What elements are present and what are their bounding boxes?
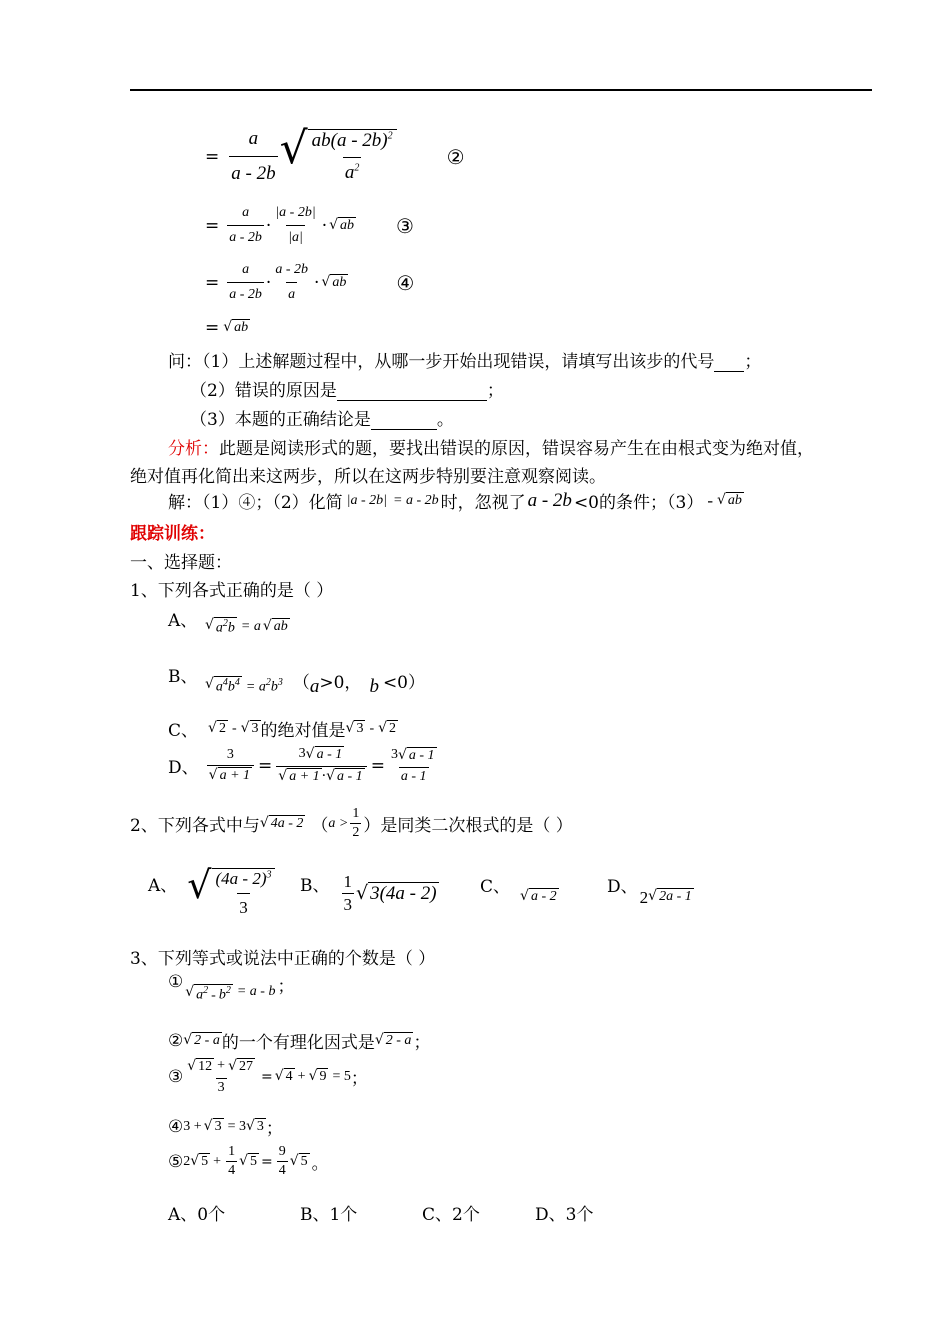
step-marker-4: ④	[396, 270, 415, 295]
q1-option-b-expr: √ $a^4b^4$ = $a^2b^3$ （ a >0， b <0）	[205, 672, 425, 697]
answer-blank-2[interactable]	[337, 380, 487, 401]
radical-sign: √	[279, 122, 308, 174]
equals-sign: =	[205, 146, 220, 167]
question-2: （2）错误的原因是 ；	[190, 381, 504, 401]
q3-item-1: ① √ $a^2 - b^2$ = a - b ；	[168, 972, 295, 1003]
step-marker-2: ②	[446, 144, 465, 169]
q1-option-a-expr: √ $a^2b$ = a √ ab	[205, 617, 288, 636]
solution-line: 解：（1）④；（2）化简 |a - 2b| = a - 2b 时，忽视了 a - 2b <0的条件；（3） - √ ab	[168, 489, 742, 513]
q2-option-b: B、 $\frac{1}{3}$ √ 3(4a - 2)	[300, 872, 437, 914]
analysis-label: 分析：	[168, 439, 219, 459]
radical-step-2: √ $\frac{ab(a - 2b)^2}{a^2}$	[280, 129, 397, 185]
q3-option-b[interactable]: B、1个	[300, 1205, 358, 1225]
answer-blank-3[interactable]	[371, 409, 437, 430]
derivation-step-4: = $\frac{a}{a - 2b}$ · $\frac{a - 2b}{a}$ · √ ab ④	[205, 262, 415, 302]
q2-option-c: C、 √ a - 2	[480, 872, 559, 906]
q2-option-d: D、 2 √ 2a - 1	[607, 872, 694, 908]
q1-option-a-label[interactable]: A、	[168, 611, 198, 631]
q2-option-a-label[interactable]: A、	[148, 875, 178, 896]
q3-item-2: ② √ 2 - a 的一个有理化因式是 √ 2 - a ；	[168, 1030, 431, 1053]
derivation-step-5: = √ ab	[205, 318, 249, 338]
q1-option-b-label[interactable]: B、	[168, 667, 198, 687]
radical-ab: √ ab	[223, 319, 249, 336]
radical-ab: √ ab	[321, 273, 347, 290]
q2-option-a: A、 √ $\frac{(4a - 2)^3}{3}$	[148, 868, 275, 919]
header-rule	[130, 89, 872, 91]
analysis-line-1: 分析：此题是阅读形式的题，要找出错误的原因，错误容易产生在由根式变为绝对值，	[168, 439, 814, 459]
radical-ab: √ ab	[717, 491, 742, 508]
radical-ab: √ ab	[329, 216, 355, 233]
q3-item-5: ⑤ 2 √ 5 + $\frac{1}{4}$ √ 5 = $\frac{9}{4}$ √ 5 。	[168, 1144, 329, 1178]
q2-option-d-label[interactable]: D、	[607, 877, 638, 897]
step-marker-3: ③	[396, 213, 414, 238]
fraction-a-over-a-minus-2b: $\frac{a}{a - 2b}$	[231, 128, 276, 184]
q1-option-c-label[interactable]: C、	[168, 721, 199, 741]
q3-option-c[interactable]: C、2个	[422, 1205, 480, 1225]
practice-title: 跟踪训练：	[130, 524, 215, 544]
q3-option-a[interactable]: A、0个	[168, 1205, 226, 1225]
section-title: 一、选择题：	[130, 553, 232, 573]
question-3: （3）本题的正确结论是 。	[190, 410, 454, 430]
answer-blank-1[interactable]	[714, 351, 744, 372]
q1-option-d: D、 3 √ a + 1 = 3 √ a - 1 √ a + 1 · √ a - 1 = 3 √ a - 1 a - 1	[168, 746, 435, 784]
analysis-line-2: 绝对值再化简出来这两步，所以在这两步特别要注意观察阅读。	[130, 467, 606, 487]
q1-stem: 1、下列各式正确的是（ ）	[130, 581, 334, 601]
derivation-step-3: = $\frac{a}{a - 2b}$ · $\frac{|a - 2b|}{|a|}$ · √ ab ③	[205, 205, 414, 245]
q3-item-3: ③ √ 12 + √ 27 3 = √ 4 + √ 9 = 5 ；	[168, 1058, 368, 1095]
q1-option-d-label[interactable]: D、	[168, 758, 199, 779]
q3-item-4: ④ 3 + √ 3 = 3 √ 3 ；	[168, 1116, 283, 1139]
q2-stem: 2、下列各式中与 √ 4a - 2 （ a > $\frac{1}{2}$ ）是同类二次根式的是（ ）	[130, 806, 573, 840]
q3-option-d[interactable]: D、3个	[535, 1205, 594, 1225]
question-1: 问：（1）上述解题过程中，从哪一步开始出现错误，请填写出该步的代号 ；	[168, 352, 762, 372]
q1-option-c: C、 √ 2 - √ 3 的绝对值是 √ 3 - √ 2	[168, 716, 398, 741]
q3-stem: 3、下列等式或说法中正确的个数是（ ）	[130, 949, 436, 969]
q2-option-c-label[interactable]: C、	[480, 877, 511, 897]
q2-option-b-label[interactable]: B、	[300, 876, 330, 896]
derivation-step-2	[205, 122, 465, 185]
